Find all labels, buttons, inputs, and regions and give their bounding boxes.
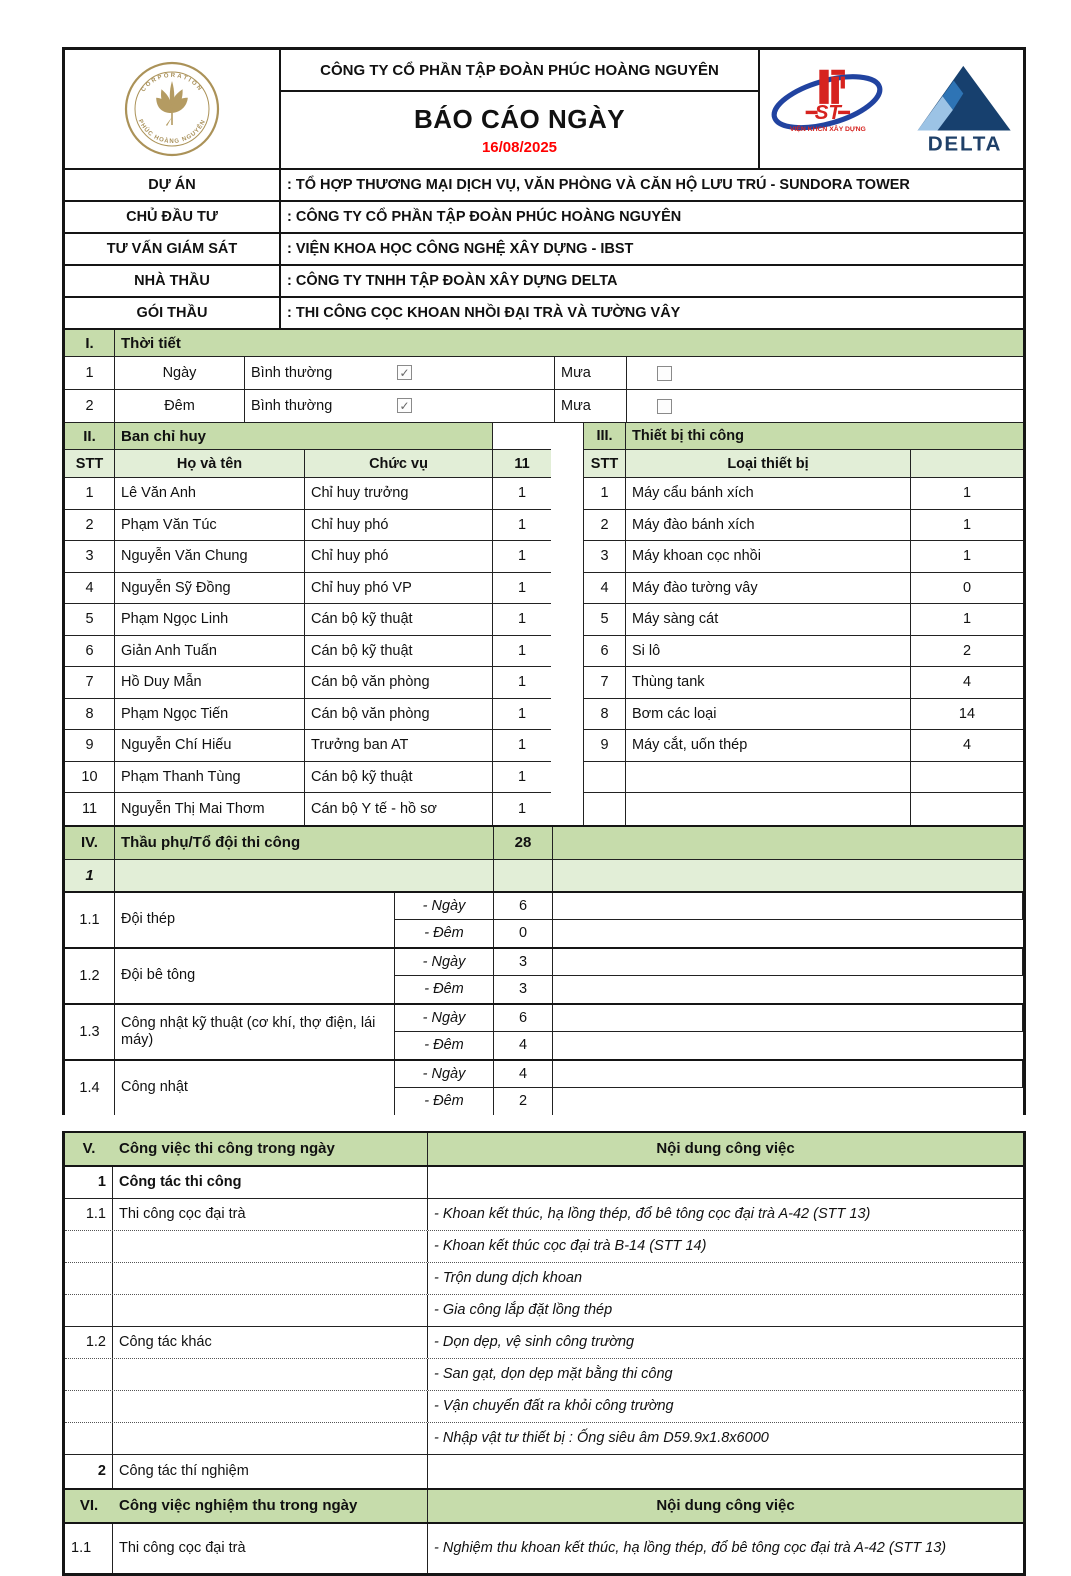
empty-cell xyxy=(115,860,494,891)
row-number xyxy=(65,1359,113,1390)
col-type: Loại thiết bị xyxy=(626,450,911,477)
cell-name: Nguyễn Chí Hiếu xyxy=(115,730,305,761)
empty-cell xyxy=(553,1061,1023,1088)
rain-checkbox-cell xyxy=(627,390,1023,422)
group-name: Công tác thí nghiệm xyxy=(113,1455,428,1488)
info-row-contractor xyxy=(65,266,1023,298)
night-count: 3 xyxy=(494,976,553,1003)
weather-condition-cell xyxy=(245,357,555,389)
company-name: CÔNG TY CỔ PHẦN TẬP ĐOÀN PHÚC HOÀNG NGUYÊN xyxy=(281,50,758,92)
cell-type: Máy đào tường vây xyxy=(626,573,911,604)
equipment-table xyxy=(583,423,1023,825)
cell-stt: 3 xyxy=(65,541,115,572)
cell-count: 1 xyxy=(517,516,527,533)
table-row xyxy=(583,793,1023,825)
team-row-technical xyxy=(65,1005,1023,1061)
cell-role: Cán bộ văn phòng xyxy=(305,667,493,698)
day-label: - Ngày xyxy=(395,1061,494,1088)
rain-checkbox-cell xyxy=(627,357,1023,389)
cell-role: Chỉ huy phó xyxy=(305,541,493,572)
night-label: - Đêm xyxy=(395,976,494,1003)
empty-cell xyxy=(553,920,1023,947)
col-role: Chức vụ xyxy=(305,450,493,477)
team-number: 1.3 xyxy=(65,1005,115,1059)
empty-cell xyxy=(553,1032,1023,1059)
table-row xyxy=(65,478,551,510)
ibst-caption: VIỆN KHCN XÂY DỰNG xyxy=(789,126,866,134)
night-label: - Đêm xyxy=(395,920,494,947)
info-label: DỰ ÁN xyxy=(65,170,281,200)
info-row-package xyxy=(65,298,1023,330)
ibst-letters: ST xyxy=(814,101,841,125)
cell-name: Lê Văn Anh xyxy=(115,478,305,509)
cell-count: 1 xyxy=(517,579,527,596)
team-number: 1.1 xyxy=(65,893,115,947)
table-row xyxy=(65,510,551,542)
cell-stt: 2 xyxy=(584,510,626,541)
cell-name: Phạm Văn Túc xyxy=(115,510,305,541)
section-number: IV. xyxy=(65,827,115,859)
row-number: 2 xyxy=(65,390,115,422)
info-row-investor xyxy=(65,202,1023,234)
col-stt: STT xyxy=(65,450,115,477)
check-mark-icon: ✓ xyxy=(399,365,410,380)
info-value: : THI CÔNG CỌC KHOAN NHỒI ĐẠI TRÀ VÀ TƯỜNG VÂY xyxy=(287,305,681,321)
work-item xyxy=(113,1295,428,1326)
cell-name: Phạm Ngọc Tiến xyxy=(115,699,305,730)
row-number xyxy=(65,1391,113,1422)
row-number: 1.1 xyxy=(65,1524,113,1573)
work-row xyxy=(65,1231,1023,1263)
section-title: Công việc nghiệm thu trong ngày xyxy=(119,1497,358,1514)
cell-count: 1 xyxy=(517,737,527,754)
ibst-logo-icon xyxy=(763,66,891,152)
cell-type: Máy cẩu bánh xích xyxy=(626,478,911,509)
cell-count: 1 xyxy=(962,611,972,628)
work-content: - Nhập vật tư thiết bị : Ống siêu âm D59.9x1.8x6000 xyxy=(434,1430,769,1446)
work-item xyxy=(113,1231,428,1262)
section-number: I. xyxy=(65,330,115,356)
section-subcontractor-header xyxy=(65,825,1023,860)
info-value: : CÔNG TY TNHH TẬP ĐOÀN XÂY DỰNG DELTA xyxy=(287,273,618,289)
cell-count: 4 xyxy=(962,674,972,691)
section-number: III. xyxy=(584,423,626,449)
cell-type: Máy sàng cát xyxy=(626,604,911,635)
info-row-supervisor xyxy=(65,234,1023,266)
report-title: BÁO CÁO NGÀY xyxy=(413,104,626,134)
condition-checkbox[interactable] xyxy=(397,365,412,380)
empty-cell xyxy=(553,1005,1023,1032)
row-number xyxy=(65,1295,113,1326)
cell-name: Nguyễn Văn Chung xyxy=(115,541,305,572)
work-content: - Khoan kết thúc, hạ lồng thép, đổ bê tông cọc đại trà A-42 (STT 13) xyxy=(434,1206,871,1222)
condition-checkbox[interactable] xyxy=(397,398,412,413)
info-label: TƯ VẤN GIÁM SÁT xyxy=(65,234,281,264)
cell-name: Nguyễn Thị Mai Thơm xyxy=(115,793,305,825)
team-number: 1.4 xyxy=(65,1061,115,1115)
cell-stt: 9 xyxy=(584,730,626,761)
work-content: - San gạt, dọn dẹp mặt bằng thi công xyxy=(434,1366,673,1382)
team-name: Đội thép xyxy=(115,893,395,947)
cell-role: Cán bộ kỹ thuật xyxy=(305,762,493,793)
cell-count: 1 xyxy=(517,548,527,565)
cell-stt: 5 xyxy=(584,604,626,635)
group-number: 1 xyxy=(65,1167,113,1198)
day-count: 3 xyxy=(494,949,553,976)
col-count-empty xyxy=(911,450,1023,477)
project-info xyxy=(65,170,1023,330)
cell-stt: 9 xyxy=(65,730,115,761)
logo-arc-bottom-text: PHÚC HOÀNG NGUYÊN xyxy=(136,118,208,145)
weather-row-night xyxy=(65,390,1023,423)
cell-count: 1 xyxy=(962,485,972,502)
work-item xyxy=(113,1263,428,1294)
work-item xyxy=(113,1391,428,1422)
cell-role: Chỉ huy phó xyxy=(305,510,493,541)
content-header: Nội dung công việc xyxy=(656,1140,795,1157)
cell-stt xyxy=(584,793,626,825)
condition-label: Bình thường xyxy=(251,398,333,414)
empty-cell xyxy=(553,976,1023,1003)
command-board-table xyxy=(65,423,551,825)
table-row xyxy=(65,636,551,668)
empty-cell xyxy=(494,860,553,891)
weather-condition-cell xyxy=(245,390,555,422)
night-label: - Đêm xyxy=(395,1032,494,1059)
work-content: - Gia công lắp đặt lồng thép xyxy=(434,1302,613,1318)
table-row xyxy=(583,478,1023,510)
cell-name: Hồ Duy Mẫn xyxy=(115,667,305,698)
cell-stt: 3 xyxy=(584,541,626,572)
table-row xyxy=(583,699,1023,731)
rain-checkbox[interactable] xyxy=(657,399,672,414)
cell-stt: 4 xyxy=(65,573,115,604)
cell-count: 1 xyxy=(517,800,527,817)
section-total: 28 xyxy=(494,827,553,859)
work-group-row xyxy=(65,1167,1023,1199)
table-row xyxy=(583,730,1023,762)
cell-type: Máy đào bánh xích xyxy=(626,510,911,541)
cell-type: Máy cắt, uốn thép xyxy=(626,730,911,761)
cell-count: 1 xyxy=(517,705,527,722)
report-header xyxy=(65,50,1023,170)
cell-stt: 4 xyxy=(584,573,626,604)
empty-cell xyxy=(493,423,551,449)
table-gap xyxy=(551,423,583,825)
header-center xyxy=(281,50,760,168)
section-equipment-header xyxy=(583,423,1023,450)
info-value: : TỔ HỢP THƯƠNG MẠI DỊCH VỤ, VĂN PHÒNG VÀ CĂN HỘ LƯU TRÚ - SUNDORA TOWER xyxy=(287,177,910,193)
work-row xyxy=(65,1327,1023,1359)
cell-type xyxy=(626,793,911,825)
cell-count: 1 xyxy=(517,485,527,502)
subcontractor-group-row xyxy=(65,860,1023,893)
work-content: - Nghiệm thu khoan kết thúc, hạ lồng thép, đổ bê tông cọc đại trà A-42 (STT 13) xyxy=(434,1540,947,1556)
night-count: 0 xyxy=(494,920,553,947)
cell-count: 2 xyxy=(962,642,972,659)
section-title: Thiết bị thi công xyxy=(626,423,1023,449)
cell-stt: 6 xyxy=(584,636,626,667)
team-name: Công nhật kỹ thuật (cơ khí, thợ điện, lái máy) xyxy=(115,1005,395,1059)
equipment-table-columns xyxy=(583,450,1023,478)
section-number: II. xyxy=(65,423,115,449)
report-date: 16/08/2025 xyxy=(481,139,558,156)
empty-cell xyxy=(428,1167,1023,1198)
col-total: 11 xyxy=(514,455,530,472)
empty-cell xyxy=(553,860,1023,891)
row-number xyxy=(65,1263,113,1294)
partner-logos xyxy=(760,50,1023,168)
command-table-columns xyxy=(65,450,551,478)
cell-name: Nguyễn Sỹ Đồng xyxy=(115,573,305,604)
day-count: 4 xyxy=(494,1061,553,1088)
col-name: Họ và tên xyxy=(115,450,305,477)
cell-role: Cán bộ Y tế - hồ sơ xyxy=(305,793,493,825)
work-item: Thi công cọc đại trà xyxy=(113,1524,428,1573)
cell-stt: 8 xyxy=(584,699,626,730)
cell-stt: 10 xyxy=(65,762,115,793)
work-content: - Vận chuyển đất ra khỏi công trường xyxy=(434,1398,674,1414)
table-row xyxy=(583,510,1023,542)
team-row-steel xyxy=(65,893,1023,949)
empty-cell xyxy=(428,1455,1023,1488)
section-title: Ban chỉ huy xyxy=(115,423,493,449)
empty-cell xyxy=(553,1088,1023,1115)
row-number xyxy=(65,1231,113,1262)
section-weather-header xyxy=(65,330,1023,357)
cell-role: Chỉ huy trưởng xyxy=(305,478,493,509)
logo-arc-top-text: CORPORATION xyxy=(140,72,204,94)
cell-name: Giản Anh Tuấn xyxy=(115,636,305,667)
empty-cell xyxy=(553,949,1023,976)
night-count: 4 xyxy=(494,1032,553,1059)
cell-stt: 5 xyxy=(65,604,115,635)
work-row xyxy=(65,1391,1023,1423)
work-row xyxy=(65,1295,1023,1327)
section-title: Thời tiết xyxy=(121,334,181,352)
col-stt: STT xyxy=(584,450,626,477)
cell-count: 1 xyxy=(517,611,527,628)
section-number: V. xyxy=(82,1140,96,1157)
cell-stt: 1 xyxy=(65,478,115,509)
phuc-hoang-nguyen-logo-icon xyxy=(122,59,222,159)
row-number xyxy=(65,1423,113,1454)
company-logo-cell xyxy=(65,50,281,168)
table-row xyxy=(65,730,551,762)
work-item: Thi công cọc đại trà xyxy=(113,1199,428,1230)
cell-type: Thùng tank xyxy=(626,667,911,698)
info-label: CHỦ ĐẦU TƯ xyxy=(65,202,281,232)
cell-role: Trưởng ban AT xyxy=(305,730,493,761)
cell-count: 14 xyxy=(958,705,976,722)
day-label: - Ngày xyxy=(395,893,494,920)
table-row xyxy=(65,793,551,825)
condition-label: Bình thường xyxy=(251,365,333,381)
work-group-row xyxy=(65,1455,1023,1488)
team-name: Đội bê tông xyxy=(115,949,395,1003)
work-row xyxy=(65,1199,1023,1231)
cell-count: 4 xyxy=(962,737,972,754)
acceptance-row xyxy=(65,1524,1023,1573)
cell-stt: 11 xyxy=(65,793,115,825)
row-number: 1.1 xyxy=(65,1199,113,1230)
night-count: 2 xyxy=(494,1088,553,1115)
cell-count: 1 xyxy=(517,768,527,785)
table-row xyxy=(65,699,551,731)
team-row-daily-labor xyxy=(65,1061,1023,1115)
table-row xyxy=(583,667,1023,699)
row-number: 1 xyxy=(65,357,115,389)
section-title: Thầu phụ/Tổ đội thi công xyxy=(115,827,494,859)
cell-count: 1 xyxy=(517,674,527,691)
team-name: Công nhật xyxy=(115,1061,395,1115)
weather-period-label: Ngày xyxy=(115,357,245,389)
cell-count xyxy=(911,793,1023,825)
cell-role: Chỉ huy phó VP xyxy=(305,573,493,604)
work-content: - Trộn dung dịch khoan xyxy=(434,1270,583,1286)
cell-name: Phạm Ngọc Linh xyxy=(115,604,305,635)
command-equipment-tables xyxy=(65,423,1023,825)
table-row xyxy=(65,762,551,794)
team-number: 1.2 xyxy=(65,949,115,1003)
team-row-concrete xyxy=(65,949,1023,1005)
work-content: - Khoan kết thúc cọc đại trà B-14 (STT 14) xyxy=(434,1238,707,1254)
work-row xyxy=(65,1423,1023,1455)
table-row xyxy=(583,604,1023,636)
cell-role: Cán bộ kỹ thuật xyxy=(305,636,493,667)
work-row xyxy=(65,1359,1023,1391)
cell-count: 0 xyxy=(962,579,972,596)
cell-role: Cán bộ văn phòng xyxy=(305,699,493,730)
table-row xyxy=(583,573,1023,605)
section-command-header xyxy=(65,423,551,450)
delta-label: DELTA xyxy=(927,132,1002,156)
cell-stt: 7 xyxy=(584,667,626,698)
table-row xyxy=(65,604,551,636)
cell-stt: 1 xyxy=(584,478,626,509)
cell-stt: 2 xyxy=(65,510,115,541)
info-label: GÓI THẦU xyxy=(65,298,281,328)
row-number: 1.2 xyxy=(65,1327,113,1358)
table-row xyxy=(65,573,551,605)
daily-report-document xyxy=(62,47,1026,1576)
cell-type xyxy=(626,762,911,793)
table-row xyxy=(583,636,1023,668)
cell-stt xyxy=(584,762,626,793)
rain-checkbox[interactable] xyxy=(657,366,672,381)
info-row-project xyxy=(65,170,1023,202)
cell-type: Máy khoan cọc nhồi xyxy=(626,541,911,572)
table-row xyxy=(583,762,1023,794)
table-row xyxy=(65,667,551,699)
weather-row-day xyxy=(65,357,1023,390)
cell-name: Phạm Thanh Tùng xyxy=(115,762,305,793)
section-acceptance-header xyxy=(65,1488,1023,1524)
cell-stt: 7 xyxy=(65,667,115,698)
group-number: 1 xyxy=(65,860,115,891)
section-number: VI. xyxy=(79,1497,99,1514)
cell-count: 1 xyxy=(517,642,527,659)
section-daily-work-header xyxy=(65,1131,1023,1167)
rain-label: Mưa xyxy=(555,357,627,389)
content-header: Nội dung công việc xyxy=(656,1497,795,1514)
check-mark-icon: ✓ xyxy=(399,398,410,413)
day-count: 6 xyxy=(494,893,553,920)
work-item: Công tác khác xyxy=(113,1327,428,1358)
table-row xyxy=(65,541,551,573)
info-value: : VIỆN KHOA HỌC CÔNG NGHỆ XÂY DỰNG - IBST xyxy=(287,241,634,257)
cell-type: Si lô xyxy=(626,636,911,667)
rain-label: Mưa xyxy=(555,390,627,422)
cell-stt: 6 xyxy=(65,636,115,667)
group-number: 2 xyxy=(65,1455,113,1488)
info-label: NHÀ THẦU xyxy=(65,266,281,296)
table-row xyxy=(583,541,1023,573)
work-content: - Dọn dẹp, vệ sinh công trường xyxy=(434,1334,635,1350)
section-title: Công việc thi công trong ngày xyxy=(119,1140,335,1157)
cell-role: Cán bộ kỹ thuật xyxy=(305,604,493,635)
delta-logo-icon xyxy=(909,61,1021,157)
empty-cell xyxy=(553,827,1023,859)
day-label: - Ngày xyxy=(395,949,494,976)
info-value: : CÔNG TY CỔ PHẦN TẬP ĐOÀN PHÚC HOÀNG NGUYÊN xyxy=(287,209,682,225)
work-row xyxy=(65,1263,1023,1295)
cell-count xyxy=(911,762,1023,793)
weather-period-label: Đêm xyxy=(115,390,245,422)
cell-type: Bơm các loại xyxy=(626,699,911,730)
empty-cell xyxy=(553,893,1023,920)
night-label: - Đêm xyxy=(395,1088,494,1115)
day-label: - Ngày xyxy=(395,1005,494,1032)
cell-count: 1 xyxy=(962,516,972,533)
work-item xyxy=(113,1423,428,1454)
day-count: 6 xyxy=(494,1005,553,1032)
cell-stt: 8 xyxy=(65,699,115,730)
group-name: Công tác thi công xyxy=(113,1167,428,1198)
work-item xyxy=(113,1359,428,1390)
cell-count: 1 xyxy=(962,548,972,565)
section-spacer xyxy=(62,1115,1038,1131)
